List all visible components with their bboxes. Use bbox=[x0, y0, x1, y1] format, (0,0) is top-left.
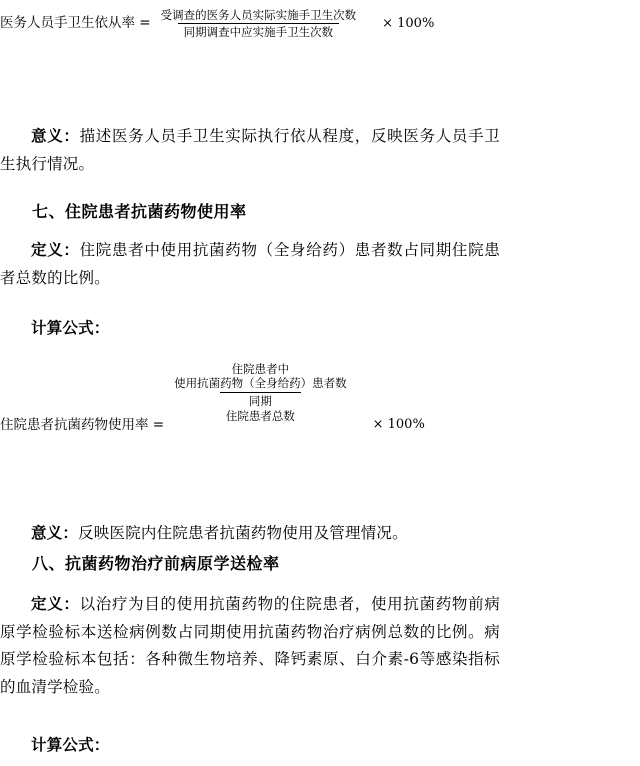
meaning1-label: 意义： bbox=[31, 126, 80, 145]
formula1-numerator: 受调查的医务人员实际实施手卫生次数 bbox=[160, 8, 357, 22]
section7-definition-label: 定义： bbox=[31, 240, 80, 259]
formula1-left-side: 医务人员手卫生依从率 = bbox=[0, 15, 151, 32]
meaning-paragraph-2 bbox=[0, 519, 520, 548]
formula1-denominator: 同期调查中应实施手卫生次数 bbox=[178, 23, 340, 39]
section-8-definition bbox=[0, 590, 500, 701]
formula2-left-side: 住院患者抗菌药物使用率 = bbox=[0, 416, 165, 433]
formula1-multiplier: × 100% bbox=[382, 15, 435, 31]
formula2-numerator-line2: 使用抗菌药物（全身给药）患者数 bbox=[174, 376, 347, 391]
meaning-paragraph-1 bbox=[0, 122, 500, 178]
section-8-heading: 八、抗菌药物治疗前病原学送检率 bbox=[32, 554, 280, 573]
section8-definition-label: 定义： bbox=[31, 594, 80, 613]
meaning1-text: 描述医务人员手卫生实际执行依从程度，反映医务人员手卫生执行情况。 bbox=[0, 127, 501, 173]
formula2-multiplier: × 100% bbox=[372, 417, 425, 433]
formula-hand-hygiene-compliance bbox=[0, 8, 640, 40]
formula1-fraction bbox=[155, 8, 363, 40]
formula2-numerator bbox=[168, 362, 353, 392]
formula2-denominator bbox=[220, 392, 301, 425]
section-8-formula-label: 计算公式： bbox=[31, 735, 110, 754]
formula2-numerator-line1: 住院患者中 bbox=[231, 362, 290, 376]
section7-definition-text: 住院患者中使用抗菌药物（全身给药）患者数占同期住院患者总数的比例。 bbox=[0, 241, 501, 287]
formula2-denominator-line1: 同期 bbox=[248, 393, 272, 408]
formula2-denominator-line2: 住院患者总数 bbox=[225, 409, 295, 424]
section8-definition-text: 以治疗为目的使用抗菌药物的住院患者，使用抗菌药物前病原学检验标本送检病例数占同期使用抗菌药物治疗病例总数的比例。病原学检验标本包括：各种微生物培养、降钙素原、白介素-6等感染指标的血清学检验。 bbox=[0, 595, 501, 696]
meaning2-text: 反映医院内住院患者抗菌药物使用及管理情况。 bbox=[78, 524, 408, 542]
meaning2-label: 意义： bbox=[31, 523, 79, 542]
section-7-formula-label: 计算公式： bbox=[31, 318, 110, 337]
formula-antibiotic-usage-rate bbox=[0, 362, 640, 433]
section-7-heading: 七、住院患者抗菌药物使用率 bbox=[32, 202, 247, 221]
section-7-definition bbox=[0, 236, 500, 292]
formula2-fraction bbox=[168, 362, 353, 425]
